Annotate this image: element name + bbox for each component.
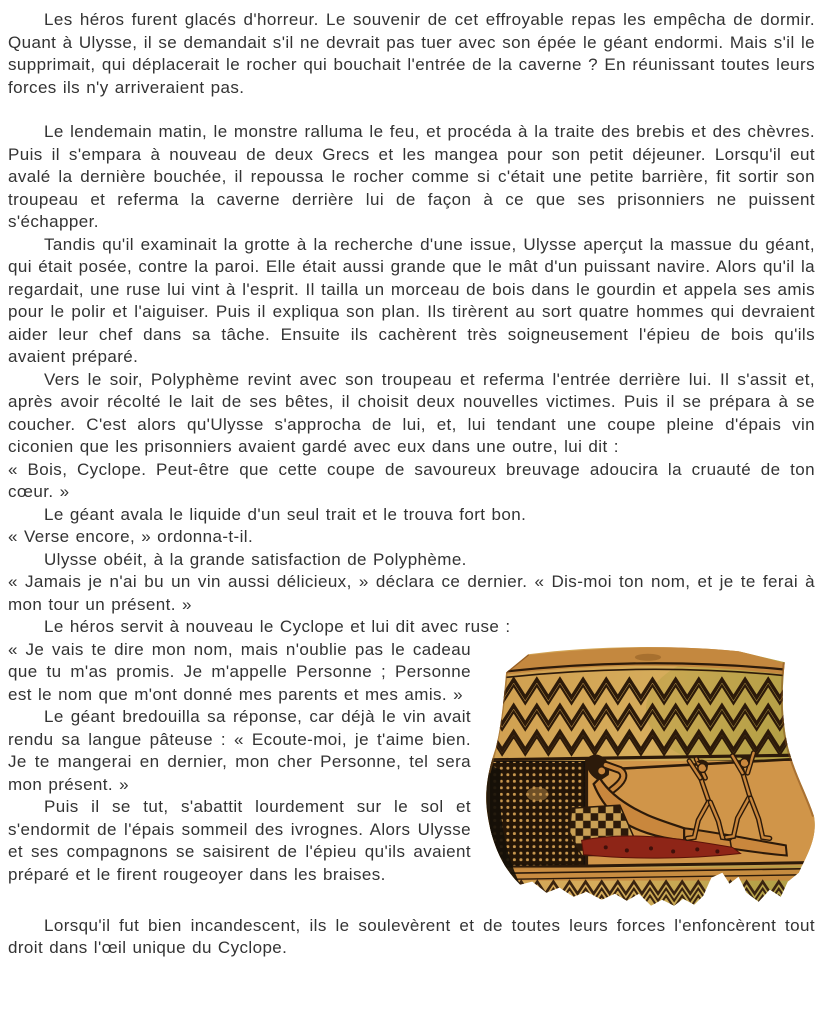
- paragraph: Ulysse obéit, à la grande satisfaction de Polyphème.: [44, 549, 467, 569]
- paragraph-quote: « Verse encore, » ordonna-t-il.: [8, 527, 254, 546]
- paragraph: Le géant bredouilla sa réponse, car déjà le vin avait rendu sa langue pâteuse : « Ecoute-moi, je t'aime bien. Je te mangerai en dernier, mon cher Personne, tel sera mon présent. »: [8, 707, 471, 794]
- paragraph: Les héros furent glacés d'horreur. Le souvenir de cet effroyable repas les empêcha de dormir. Quant à Ulysse, il se demandait s'il ne devrait pas tuer avec son épée le géant endormi. Mais s'il le supprimait, qui déplacerait le rocher qui bouchait l'entrée de la caverne ? En réunissant toutes leurs forces ils n'y arriveraient pas.: [8, 10, 815, 97]
- greek-vase-illustration: [485, 647, 817, 907]
- paragraph-quote: « Je vais te dire mon nom, mais n'oublie pas le cadeau que tu m'as promis. Je m'appelle Personne ; Personne est le nom que m'ont donné mes parents et mes amis. »: [8, 639, 471, 704]
- paragraph: Tandis qu'il examinait la grotte à la recherche d'une issue, Ulysse aperçut la massue du géant, qui était posée, contre la paroi. Elle était aussi grande que le mât d'un puissant navire. Alors qu'il la regardait, une ruse lui vint à l'esprit. Il tailla un morceau de bois dans le gourdin et appela ses amis pour le polir et l'aiguiser. Puis il expliqua son plan. Ils tirèrent au sort quatre hommes qui devraient aider leur chef dans sa tâche. Ensuite ils cachèrent très soigneusement l'épieu de bois qu'ils avaient préparé.: [8, 234, 815, 366]
- paragraph: Lorsqu'il fut bien incandescent, ils le soulevèrent et de toutes leurs forces l'enfoncèrent tout droit dans l'œil unique du Cyclope.: [8, 915, 815, 957]
- paragraph: Le géant avala le liquide d'un seul trait et le trouva fort bon.: [44, 504, 527, 524]
- paragraph: Puis il se tut, s'abattit lourdement sur le sol et s'endormit de l'épais sommeil des ivrognes. Alors Ulysse et ses compagnons se saisirent de l'épieu qu'ils avaient préparé et le firent rougeoyer dans les braises.: [8, 797, 471, 884]
- paragraph: Vers le soir, Polyphème revint avec son troupeau et referma l'entrée derrière lui. Il s'assit et, après avoir récolté le lait de ses bêtes, il choisit deux nouvelles victimes. Puis il se prépara à se coucher. C'est alors qu'Ulysse s'approcha de lui, et, lui tendant une coupe pleine d'épais vin ciconien que les prisonniers avaient gardé avec eux dans une outre, lui dit :: [8, 369, 815, 456]
- paragraph-quote: « Jamais je n'ai bu un vin aussi délicieux, » déclara ce dernier. « Dis-moi ton nom, et je te ferai à mon tour un présent. »: [8, 572, 815, 614]
- cyclops-vase-figure: [485, 647, 817, 907]
- paragraph: Le héros servit à nouveau le Cyclope et lui dit avec ruse :: [44, 617, 511, 636]
- paragraph-quote: « Bois, Cyclope. Peut-être que cette coupe de savoureux breuvage adoucira la cruauté de ton cœur. »: [8, 459, 815, 501]
- paragraph: Le lendemain matin, le monstre ralluma le feu, et procéda à la traite des brebis et des chèvres. Puis il s'empara à nouveau de deux Grecs et les mangea pour son petit déjeuner. Lorsqu'il eut avalé la dernière bouchée, il repoussa le rocher comme si c'était une petite barrière, fit sortir son troupeau et referma la caverne derrière lui de façon à ce que ses prisonniers ne puissent s'échapper.: [8, 122, 815, 231]
- vase-fragment: [485, 647, 817, 907]
